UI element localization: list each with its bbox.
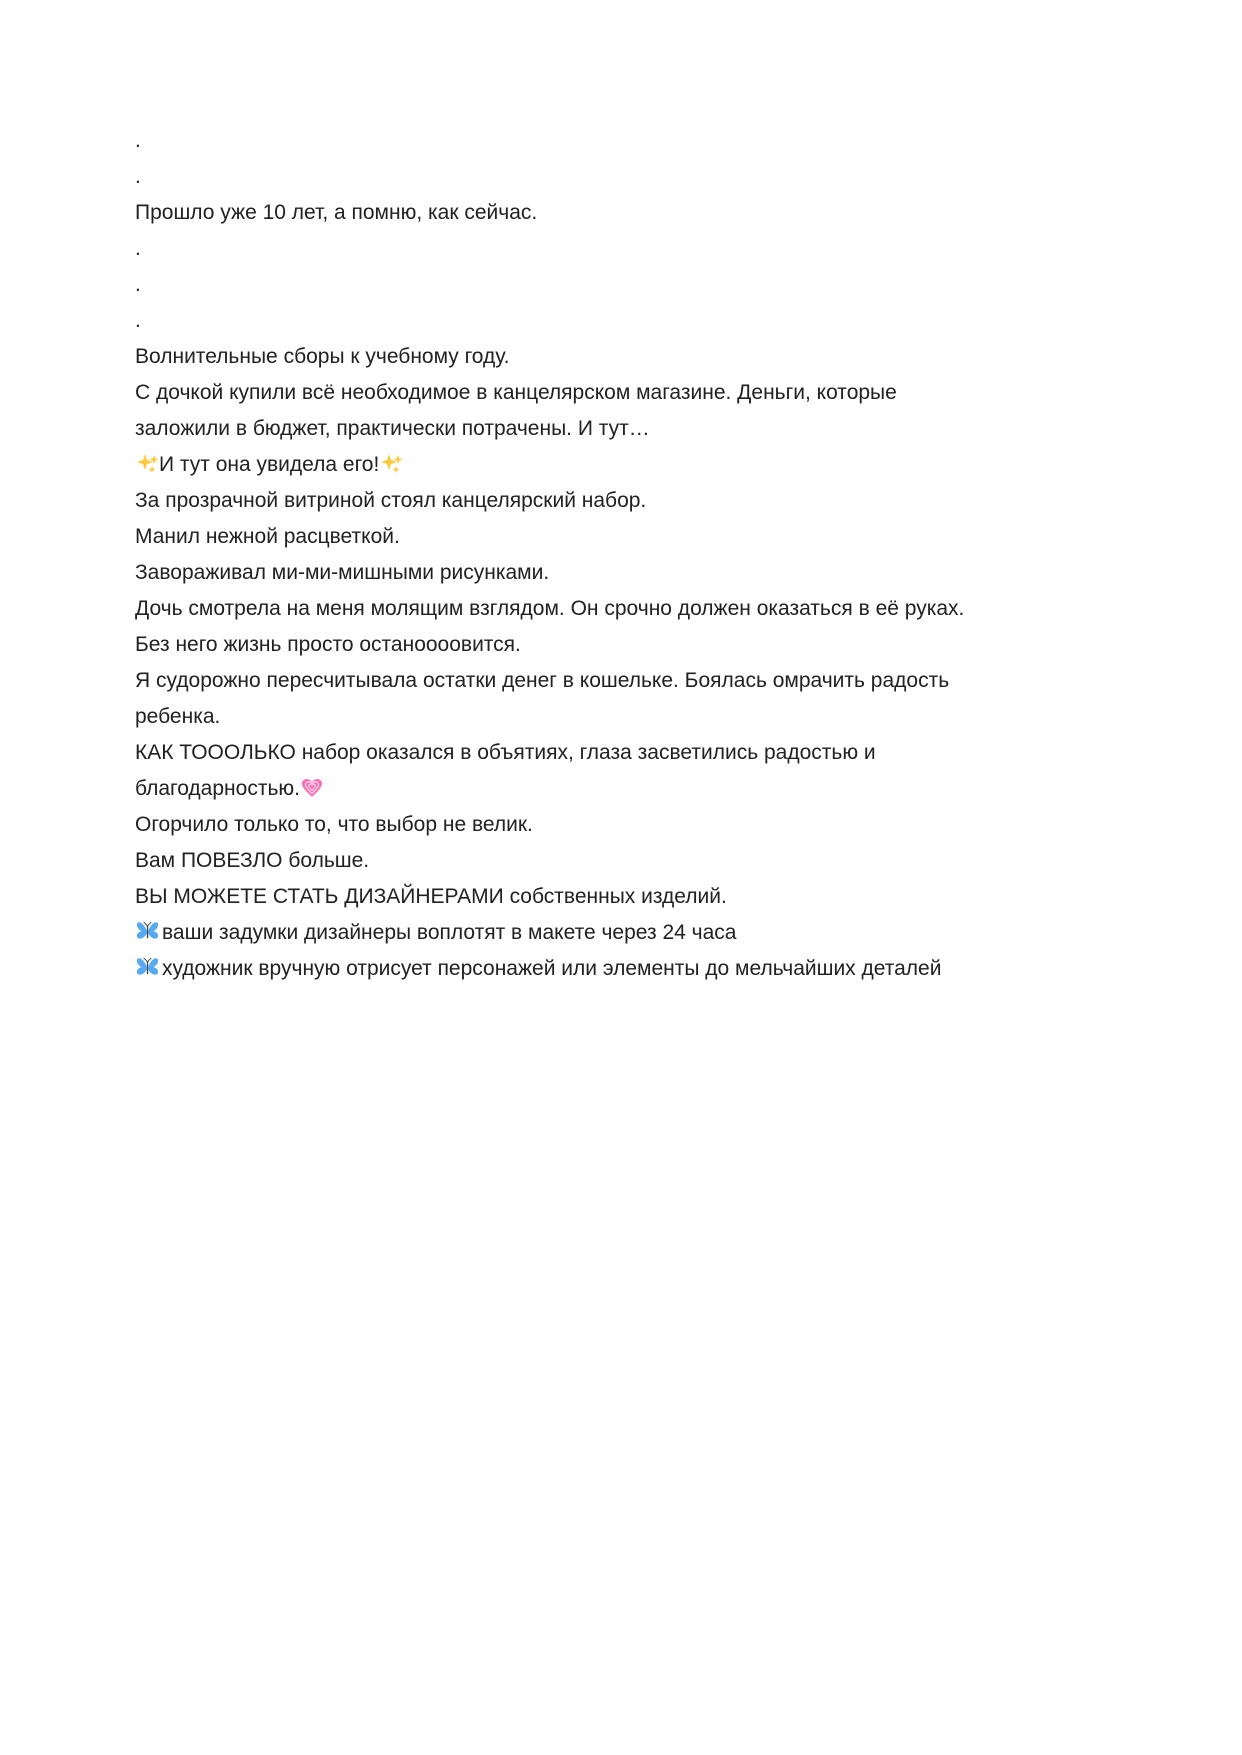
paragraph-intro: Прошло уже 10 лет, а помню, как сейчас. xyxy=(135,201,538,224)
text-span: И тут она увидела его! xyxy=(159,453,380,476)
text-span: ваши задумки дизайнеры воплотят в макете через 24 часа xyxy=(162,921,737,944)
dot-line: . xyxy=(135,165,141,188)
paragraph-school-prep: Волнительные сборы к учебному году. xyxy=(135,345,510,368)
paragraph-daughter-look: Дочь смотрела на меня молящим взглядом. Он срочно должен оказаться в её руках. Без него жизнь просто останоооовится. xyxy=(135,597,965,656)
text-span: КАК ТОООЛЬКО набор оказался в объятиях, глаза засветились радостью и благодарностью. xyxy=(135,741,876,800)
dot-line: . xyxy=(135,309,141,332)
butterfly-icon xyxy=(135,919,160,944)
paragraph-showcase: За прозрачной витриной стоял канцелярский набор. xyxy=(135,489,647,512)
butterfly-icon xyxy=(135,955,160,980)
paragraph-joy xyxy=(135,735,965,807)
pink-heart-icon xyxy=(300,776,324,800)
paragraph-bullet-artist xyxy=(135,951,965,987)
paragraph-counting-money: Я судорожно пересчитывала остатки денег в кошельке. Боялась омрачить радость ребенка. xyxy=(135,669,950,728)
text-span: художник вручную отрисует персонажей или элементы до мельчайших деталей xyxy=(162,957,942,980)
dot-line: . xyxy=(135,129,141,152)
paragraph-lucky: Вам ПОВЕЗЛО больше. xyxy=(135,849,370,872)
sparkles-icon xyxy=(135,452,159,476)
paragraph-limited-choice: Огорчило только то, что выбор не велик. xyxy=(135,813,533,836)
sparkles-icon xyxy=(379,452,403,476)
paragraph-drawings: Завораживал ми-ми-мишными рисунками. xyxy=(135,561,550,584)
paragraph-she-saw-it xyxy=(135,447,965,483)
dot-line: . xyxy=(135,273,141,296)
dot-line: . xyxy=(135,237,141,260)
paragraph-shopping: С дочкой купили всё необходимое в канцелярском магазине. Деньги, которые заложили в бюджет, практически потрачены. И тут… xyxy=(135,381,897,440)
paragraph-colors: Манил нежной расцветкой. xyxy=(135,525,400,548)
paragraph-be-designer: ВЫ МОЖЕТЕ СТАТЬ ДИЗАЙНЕРАМИ собственных изделий. xyxy=(135,885,727,908)
paragraph-bullet-mockup xyxy=(135,915,965,951)
